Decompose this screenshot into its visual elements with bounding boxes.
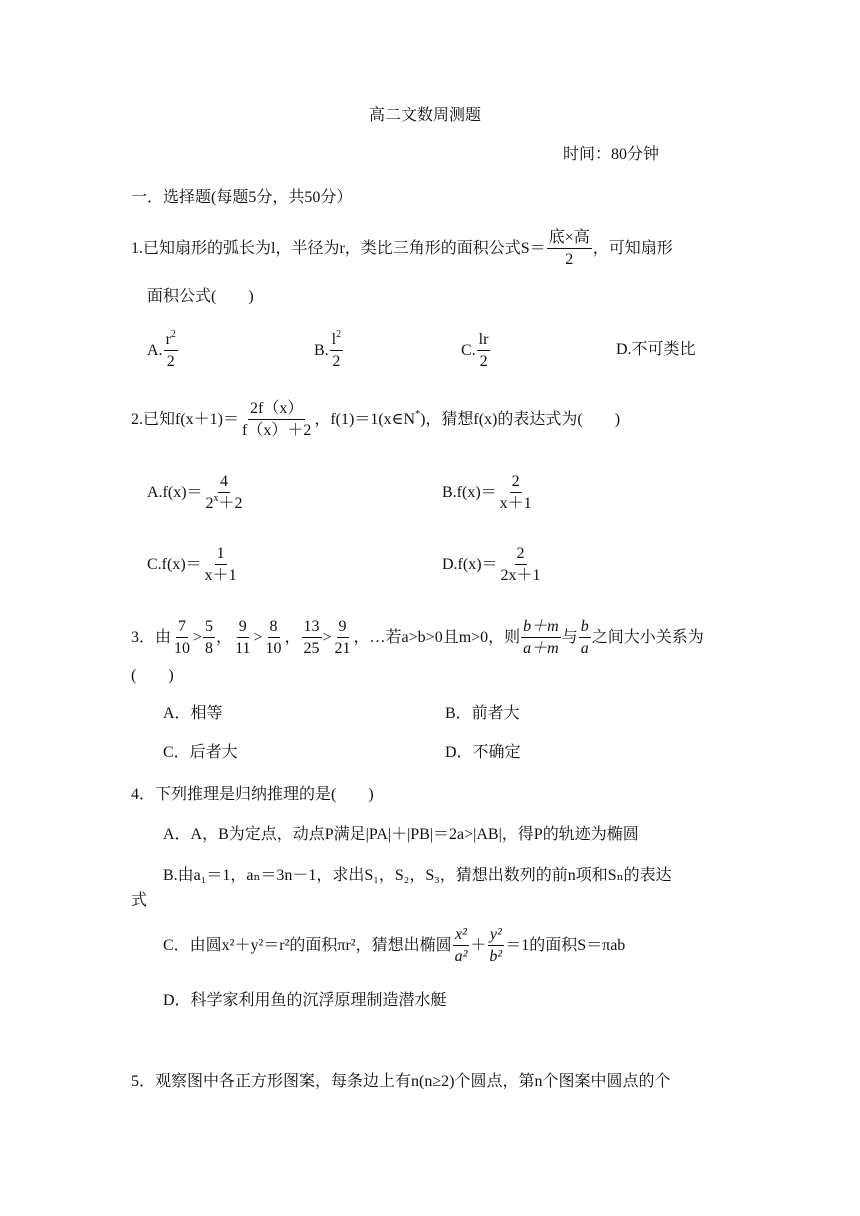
time-label: 时间：80分钟 [563, 146, 660, 163]
option-fraction: $\frac{l^2}{2}$ [331, 329, 342, 371]
fraction: $\frac{b+m}{a+m}$ [523, 618, 559, 658]
fraction: $\frac{b}{a}$ [580, 618, 589, 658]
question-2-option-a: A.f(x)＝ $\frac{4}{2^x+2}$ [147, 473, 243, 513]
question-4-title: 4．下列推理是归纳推理的是( ) [131, 786, 374, 803]
question-4-option-a: A．A，B为定点，动点P满足|PA|＋|PB|＝2a>|AB|，得P的轨迹为椭圆 [163, 826, 639, 843]
option-fraction: $\frac{lr}{2}$ [478, 331, 489, 371]
option-fraction: $\frac{1}{x+1}$ [204, 545, 237, 585]
question-4-option-d: D．科学家利用鱼的沉浮原理制造潜水艇 [163, 992, 447, 1009]
question-2-line: 2.已知f(x＋1)＝ $\frac{2f(x)}{f(x)+2}$ ，f(1)＝1(x∈N*)，猜想f(x)的表达式为( ) [131, 400, 621, 440]
question-2-option-b: B.f(x)＝ $\frac{2}{x+1}$ [442, 473, 532, 513]
option-label: C. [461, 342, 476, 360]
question-1-text-b: ，可知扇形 [592, 240, 673, 258]
question-4-option-c: C．由圆x²＋y²＝r²的面积πr²，猜想出椭圆 $\frac{\text{x²}}{\text{a²}}$ ＋ $\frac{\text{y²}}{\text{b²}}$ ＝1的面积S＝πab [163, 926, 626, 966]
option-fraction: $\frac{4}{2^x+2}$ [205, 473, 243, 513]
question-1-text-a: 1.已知扇形的弧长为l，半径为r，类比三角形的面积公式S＝ [131, 240, 546, 258]
fraction-numerator: 底×高 [547, 229, 592, 249]
fraction: $\frac{8}{10}$ [265, 618, 282, 658]
question-4-option-b-line-1: B.由a₁＝1，aₙ＝3n－1，求出S₁，S₂，S₃，猜想出数列的前n项和Sₙ的表达 [163, 867, 672, 884]
question-1-option-d: D.不可类比 [616, 341, 696, 358]
fraction-denominator: 2 [565, 251, 574, 269]
fraction: $\frac{\text{y²}}{\text{b²}}$ [489, 926, 503, 966]
option-fraction: $\frac{r^2}{2}$ [165, 329, 176, 371]
question-1-option-c [461, 331, 491, 372]
fraction: $\frac{9}{21}$ [334, 618, 351, 658]
question-3-option-d: D．不确定 [445, 744, 521, 761]
question-1-option-a [147, 331, 179, 372]
question-3-answer-paren: ( ) [131, 667, 174, 684]
fraction: $\frac{13}{25}$ [303, 618, 320, 658]
page-title: 高二文数周测题 [369, 107, 482, 124]
question-4-option-b-line-2: 式 [131, 892, 148, 909]
option-label: B. [314, 342, 329, 360]
fraction: $\frac{5}{8}$ [205, 618, 214, 658]
question-3-line: 3．由 $\frac{7}{10}$ > $\frac{5}{8}$ ， $\frac{9}{11}$ > $\frac{8}{10}$ ， $\frac{13}{25}$ > $\frac{9}{21}$ ，…若a>b>0且m>0，则 $\frac{b+m}{a+m}$ 与 $\frac{b}{a}$ 之间大小关系为 [131, 618, 704, 658]
section-title: 一．选择题(每题5分，共50分） [131, 189, 353, 206]
fraction: $\frac{9}{11}$ [235, 618, 251, 658]
question-1-line-1 [131, 229, 673, 270]
question-3-option-a: A．相等 [163, 705, 223, 722]
fraction: $\frac{7}{10}$ [174, 618, 191, 658]
option-fraction: $\frac{2}{x+1}$ [499, 473, 532, 513]
question-2-option-c: C.f(x)＝ $\frac{1}{x+1}$ [147, 545, 237, 585]
question-3-option-c: C．后者大 [163, 744, 238, 761]
option-fraction: $\frac{2}{2x+1}$ [500, 545, 541, 585]
question-1-line-2: 面积公式( ) [147, 288, 254, 305]
question-1-option-b [314, 331, 344, 372]
fraction: $\frac{\text{x²}}{\text{a²}}$ [454, 926, 468, 966]
question-3-option-b: B．前者大 [445, 705, 520, 722]
question-5-text: 5．观察图中各正方形图案，每条边上有n(n≥2)个圆点，第n个图案中圆点的个 [131, 1073, 671, 1090]
area-formula-fraction [547, 229, 592, 270]
recurrence-fraction: $\frac{2f(x)}{f(x)+2}$ [242, 400, 312, 440]
option-label: A. [147, 342, 163, 360]
question-2-option-d: D.f(x)＝ $\frac{2}{2x+1}$ [442, 545, 541, 585]
